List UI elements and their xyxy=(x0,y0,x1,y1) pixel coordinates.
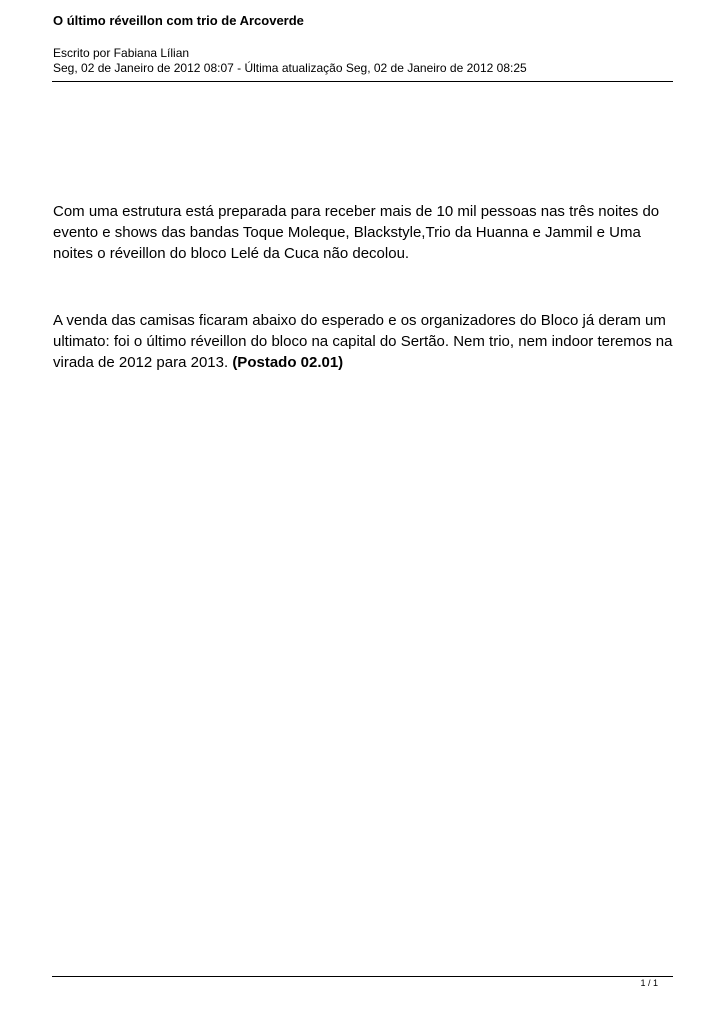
author-line: Escrito por Fabiana Lílian xyxy=(53,46,190,60)
article-title: O último réveillon com trio de Arcoverde xyxy=(53,13,304,28)
page-number: 1 / 1 xyxy=(640,978,658,988)
footer-divider xyxy=(52,976,673,977)
paragraph-2-text: A venda das camisas ficaram abaixo do esperado e os organizadores do Bloco já deram um ultimato: foi o último réveillon do bloco na capital do Sertão. Nem trio, nem indoor teremos na virada de 2012 para 2013. xyxy=(53,312,673,371)
paragraph-1-text: Com uma estrutura está preparada para receber mais de 10 mil pessoas nas três noites do evento e shows das bandas Toque Moleque, Blackstyle,Trio da Huanna e Jammil e Uma noites o réveillon do bloco Lelé da Cuca não decolou. xyxy=(53,203,660,262)
article-meta xyxy=(53,46,527,76)
date-line: Seg, 02 de Janeiro de 2012 08:07 - Última atualização Seg, 02 de Janeiro de 2012 08:25 xyxy=(53,61,527,75)
header-divider xyxy=(52,81,673,82)
article-paragraph-1 xyxy=(53,201,678,264)
posted-note: (Postado 02.01) xyxy=(232,354,344,371)
article-paragraph-2 xyxy=(53,310,678,373)
